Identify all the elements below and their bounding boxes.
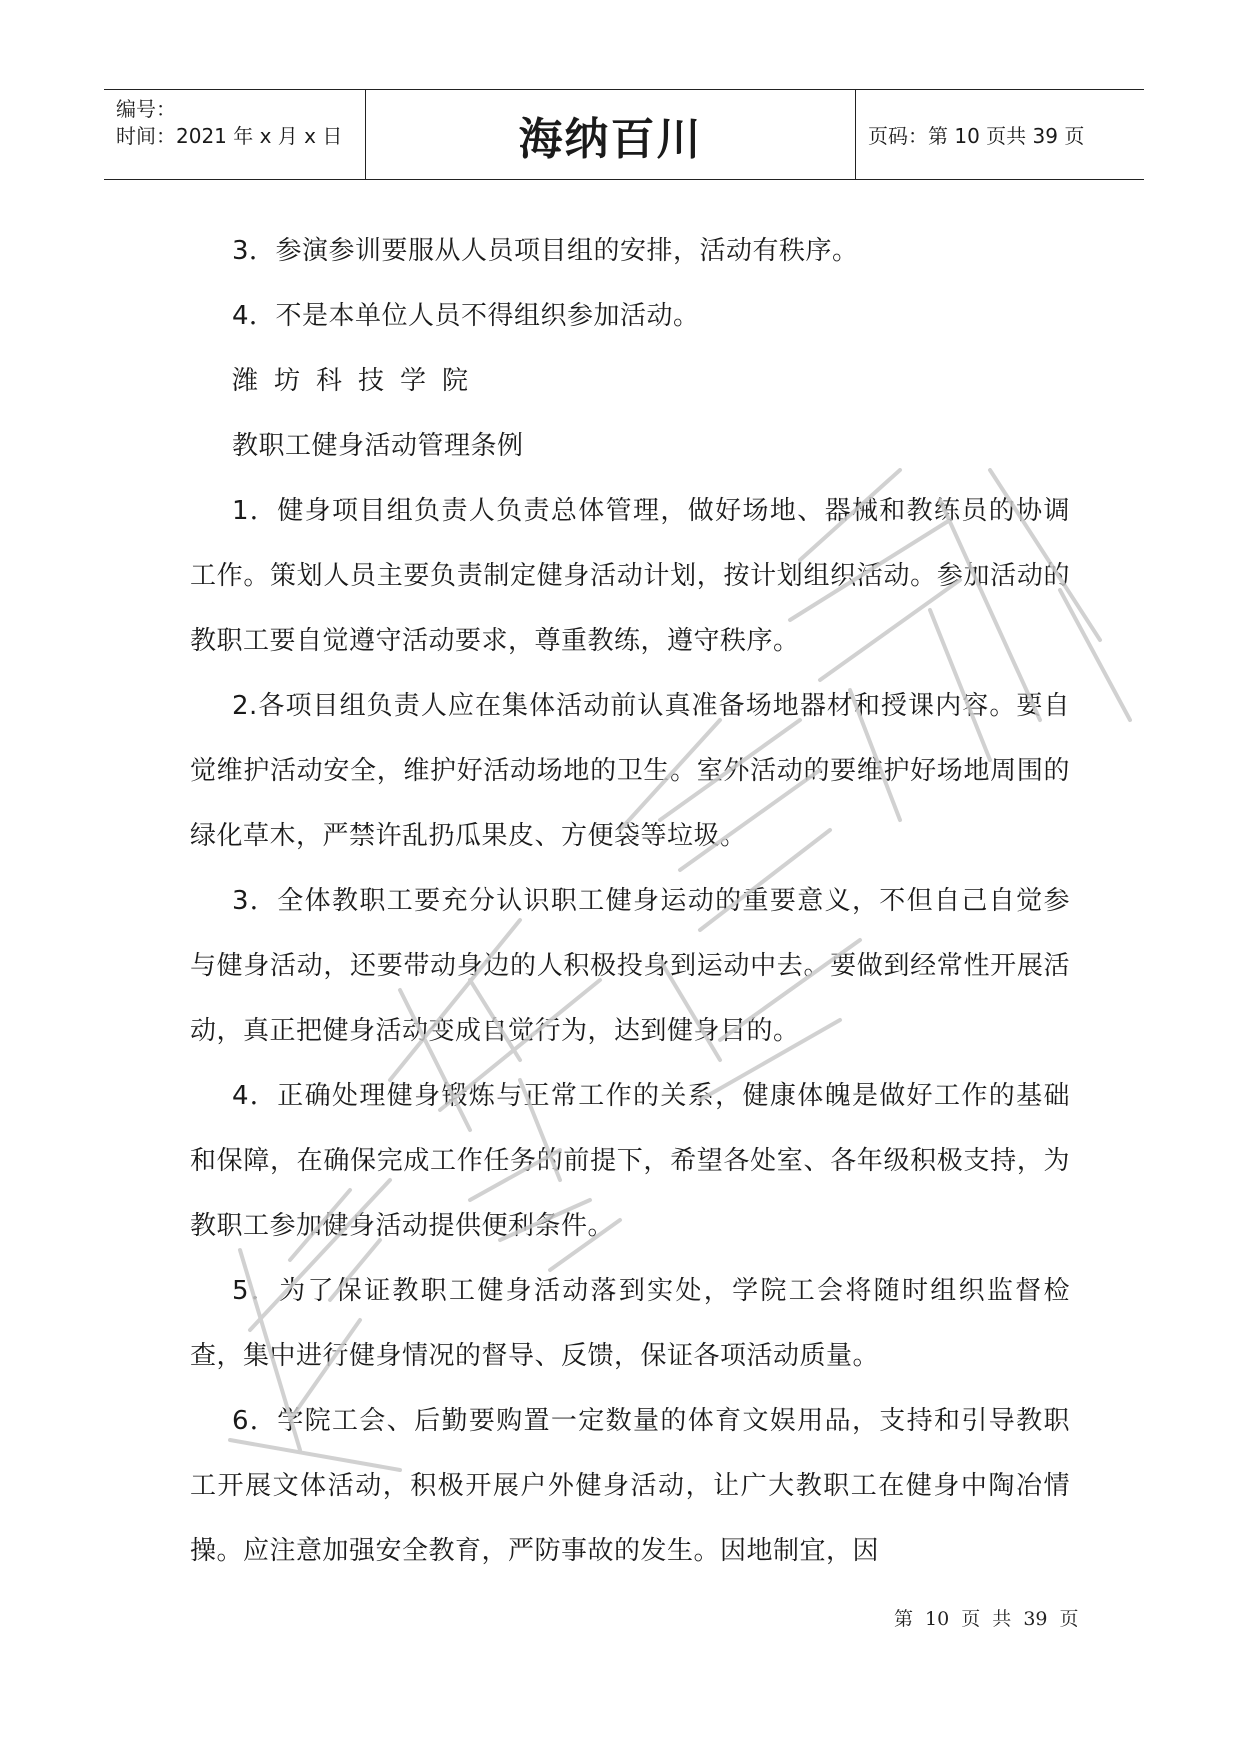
document-number-label: 编号：: [116, 97, 176, 121]
document-header: [104, 89, 1144, 180]
document-body: [190, 219, 1070, 1584]
header-page-label: 页码：第 10 页共 39 页: [868, 124, 1085, 148]
section-heading: 教职工健身活动管理条例: [232, 431, 524, 461]
header-meta-cell: [104, 90, 366, 179]
school-name-heading: 潍坊科技学院: [232, 366, 485, 396]
header-title: 海纳百川: [366, 90, 856, 179]
paragraph: 3．全体教职工要充分认识职工健身运动的重要意义，不但自己自觉参与健身活动，还要带动身边的人积极投身到运动中去。要做到经常性开展活动，真正把健身活动变成自觉行为，达到健身目的。: [190, 886, 1070, 1046]
document-time-label: 时间：2021 年 x 月 x 日: [116, 124, 343, 148]
page-footer: 第 10 页 共 39 页: [894, 1608, 1079, 1630]
paragraph: 4．正确处理健身锻炼与正常工作的关系，健康体魄是做好工作的基础和保障，在确保完成工作任务的前提下，希望各处室、各年级积极支持，为教职工参加健身活动提供便利条件。: [190, 1081, 1070, 1241]
paragraph: 4．不是本单位人员不得组织参加活动。: [232, 301, 700, 331]
paragraph: 6．学院工会、后勤要购置一定数量的体育文娱用品，支持和引导教职工开展文体活动，积极开展户外健身活动，让广大教职工在健身中陶冶情操。应注意加强安全教育，严防事故的发生。因地制宜，因: [190, 1406, 1070, 1566]
paragraph: 1．健身项目组负责人负责总体管理，做好场地、器械和教练员的协调工作。策划人员主要负责制定健身活动计划，按计划组织活动。参加活动的教职工要自觉遵守活动要求，尊重教练，遵守秩序。: [190, 496, 1070, 656]
paragraph: 2.各项目组负责人应在集体活动前认真准备场地器材和授课内容。要自觉维护活动安全，维护好活动场地的卫生。室外活动的要维护好场地周围的绿化草木，严禁许乱扔瓜果皮、方便袋等垃圾。: [190, 691, 1070, 851]
paragraph: 5．为了保证教职工健身活动落到实处，学院工会将随时组织监督检查，集中进行健身情况的督导、反馈，保证各项活动质量。: [190, 1276, 1070, 1371]
paragraph: 3．参演参训要服从人员项目组的安排，活动有秩序。: [232, 236, 859, 266]
